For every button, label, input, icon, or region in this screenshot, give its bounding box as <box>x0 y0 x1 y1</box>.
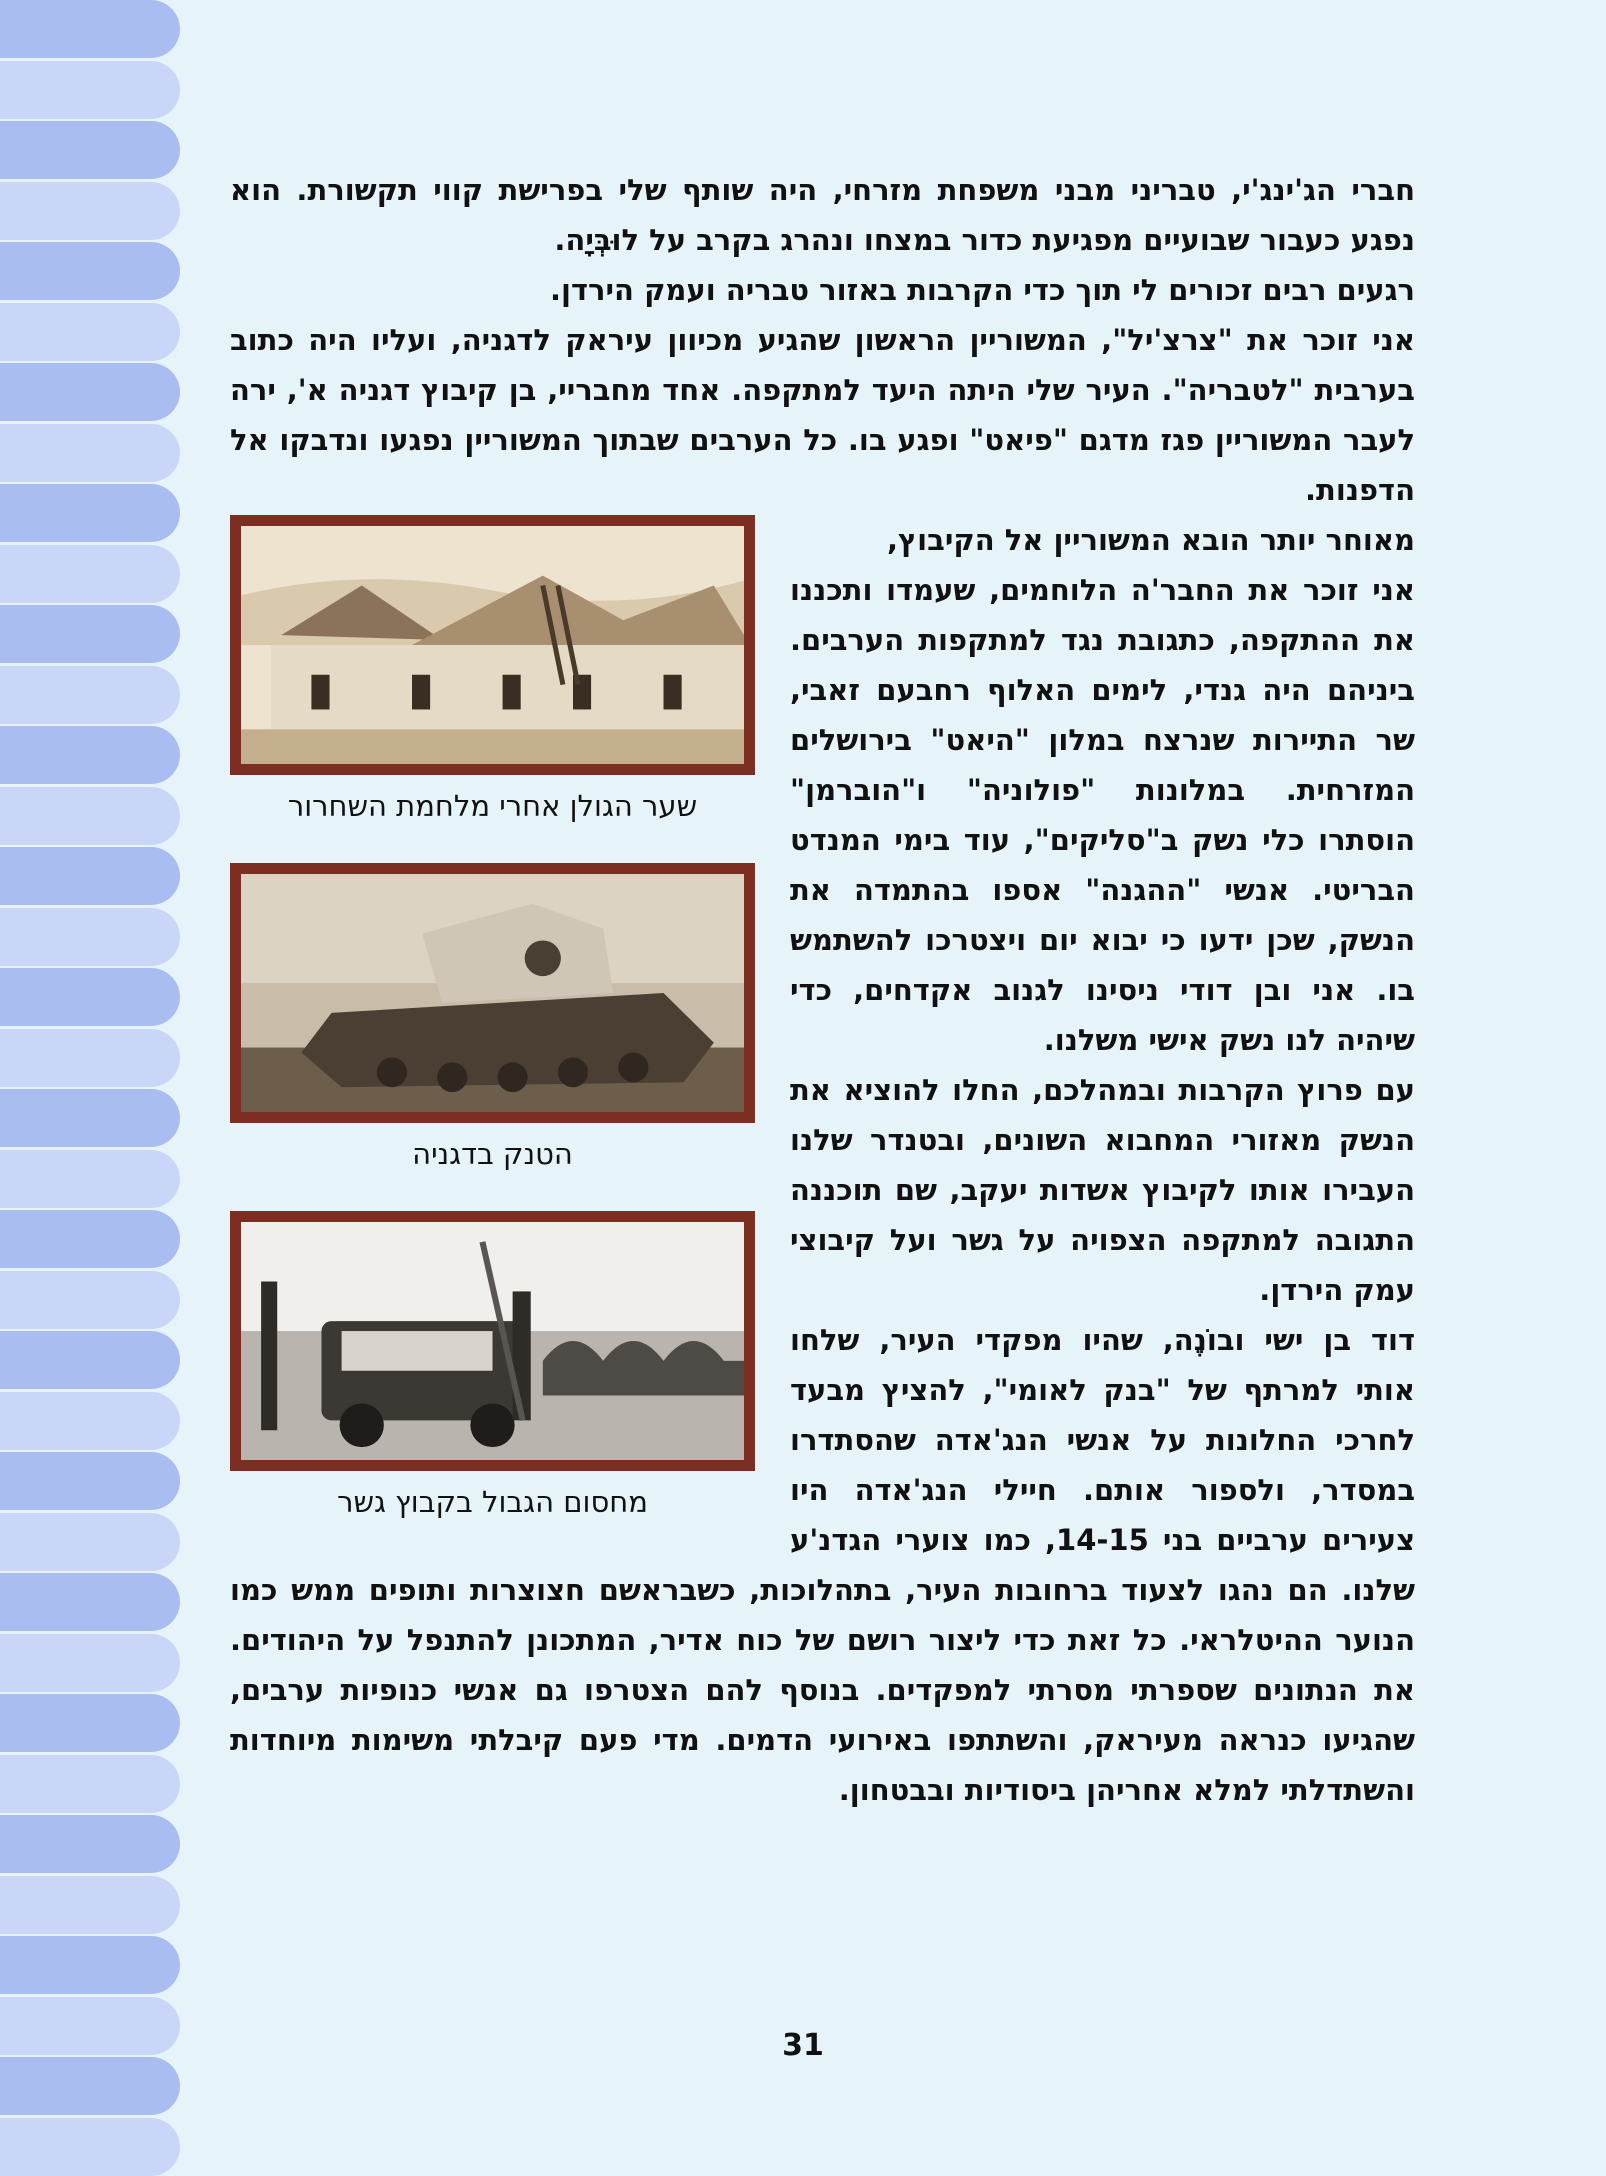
decorative-tab <box>0 1452 180 1510</box>
paragraph: רגעים רבים זכורים לי תוך כדי הקרבות באזור טבריה ועמק הירדן. <box>550 273 1415 307</box>
decorative-tab <box>0 726 180 784</box>
decorative-tab <box>0 1936 180 1994</box>
decorative-tab <box>0 2057 180 2115</box>
paragraph: דוד בן ישי ובוֹנֶה, שהיו מפקדי העיר, שלחו אותי למרתף של "בנק לאומי", להציץ מבעד לחרכי החלונות על אנשי הנג'אדה שהסתדרו במסדר, ולספור אותם. חיילי הנג'אדה היו צעירים ערביים בני 14-15, כמו צוערי הגדנ'ע שלנו. הם נהגו לצעוד ברחובות העיר, בתהלוכות, כשבראשם חצוצרות ותופים ממש כמו הנוער ההיטלראי. כל זאת כדי ליצור רושם של כוח אדיר, המתכונן להתנפל על היהודים. את הנתונים שספרתי מסרתי למפקדים. בנוסף להם הצטרפו גם אנשי כנופיות ערבים, שהגיעו כנראה מעיראק, והשתתפו באירועי הדמים. מדי פעם קיבלתי משימות מיוחדות והשתדלתי למלא אחריהן ביסודיות ובבטחון. <box>230 1323 1415 1807</box>
photo-border-checkpoint <box>230 1211 755 1521</box>
decorative-tab <box>0 605 180 663</box>
decorative-tab <box>0 182 180 240</box>
photo-frame <box>230 863 755 1123</box>
decorative-tab <box>0 1573 180 1631</box>
decorative-tab <box>0 1210 180 1268</box>
decorative-tab <box>0 1876 180 1934</box>
decorative-tab <box>0 424 180 482</box>
decorative-tab <box>0 121 180 179</box>
paragraph: חברי הג'ינג'י, טבריני מבני משפחת מזרחי, היה שותף שלי בפרישת קווי תקשורת. הוא נפגע כעבור שבועיים מפגיעת כדור במצחו ונהרג בקרב על לוּבְּיָה. <box>230 173 1415 257</box>
decorative-tab <box>0 242 180 300</box>
photo-golan-gate <box>230 515 755 825</box>
paragraph: עם פרוץ הקרבות ובמהלכם, החלו להוציא את הנשק מאזורי המחבוא השונים, ובטנדר שלנו העבירו אותו לקיבוץ אשדות יעקב, שם תוכננה התגובה למתקפה הצפויה על גשר ועל קיבוצי עמק הירדן. <box>790 1073 1415 1307</box>
decorative-tab <box>0 545 180 603</box>
decorative-tab <box>0 1271 180 1329</box>
photo-frame <box>230 1211 755 1471</box>
decorative-tab <box>0 968 180 1026</box>
paragraph: אני זוכר את "צרצ'יל", המשוריין הראשון שהגיע מכיוון עיראק לדגניה, ועליו היה כתוב בערבית "לטבריה". העיר שלי היתה היעד למתקפה. אחד מחבריי, בן קיבוץ דגניה א', ירה לעבר המשוריין פגז מדגם "פיאט" ופגע בו. כל הערבים שבתוך המשוריין נפגעו ונדבקו אל הדפנות. <box>230 323 1415 507</box>
paragraph: אני זוכר את החבר'ה הלוחמים, שעמדו ותכננו את ההתקפה, כתגובת נגד למתקפות הערבים. ביניהם היה גנדי, לימים האלוף רחבעם זאבי, שר התיירות שנרצח במלון "היאט" בירושלים המזרחית. במלונות "פולוניה" ו"הוברמן" הוסתרו כלי נשק ב"סליקים", עוד בימי המנדט הבריטי. אנשי "ההגנה" אספו בהתמדה את הנשק, שכן ידעו כי יבוא יום ויצטרכו להשתמש בו. אני ובן דודי ניסינו לגנוב אקדחים, כדי שיהיה לנו נשק אישי משלנו. <box>790 573 1415 1057</box>
decorative-tab <box>0 1634 180 1692</box>
photo-caption: מחסום הגבול בקבוץ גשר <box>337 1485 648 1519</box>
decorative-tab <box>0 787 180 845</box>
decorative-tab <box>0 1331 180 1389</box>
photo-caption: שער הגולן אחרי מלחמת השחרור <box>287 789 698 823</box>
decorative-tab <box>0 2118 180 2176</box>
photo-tank <box>230 863 755 1173</box>
decorative-tab <box>0 363 180 421</box>
decorative-tab <box>0 484 180 542</box>
photo-frame <box>230 515 755 775</box>
decorative-tab-strip <box>0 0 185 2157</box>
page-number: 31 <box>782 2028 824 2063</box>
article-body <box>230 165 1415 1815</box>
decorative-tab <box>0 0 180 58</box>
decorative-tab <box>0 1815 180 1873</box>
decorative-tab <box>0 1755 180 1813</box>
decorative-tab <box>0 303 180 361</box>
paragraph: מאוחר יותר הובא המשוריין אל הקיבוץ, <box>886 523 1415 557</box>
decorative-tab <box>0 847 180 905</box>
decorative-tab <box>0 1392 180 1450</box>
decorative-tab <box>0 1089 180 1147</box>
border-checkpoint-image <box>241 1222 744 1460</box>
decorative-tab <box>0 1513 180 1571</box>
photo-caption: הטנק בדגניה <box>412 1137 573 1171</box>
decorative-tab <box>0 1150 180 1208</box>
decorative-tab <box>0 908 180 966</box>
decorative-tab <box>0 666 180 724</box>
decorative-tab <box>0 1029 180 1087</box>
ruined-building-image <box>241 526 744 764</box>
tank-image <box>241 874 744 1112</box>
decorative-tab <box>0 61 180 119</box>
decorative-tab <box>0 1694 180 1752</box>
